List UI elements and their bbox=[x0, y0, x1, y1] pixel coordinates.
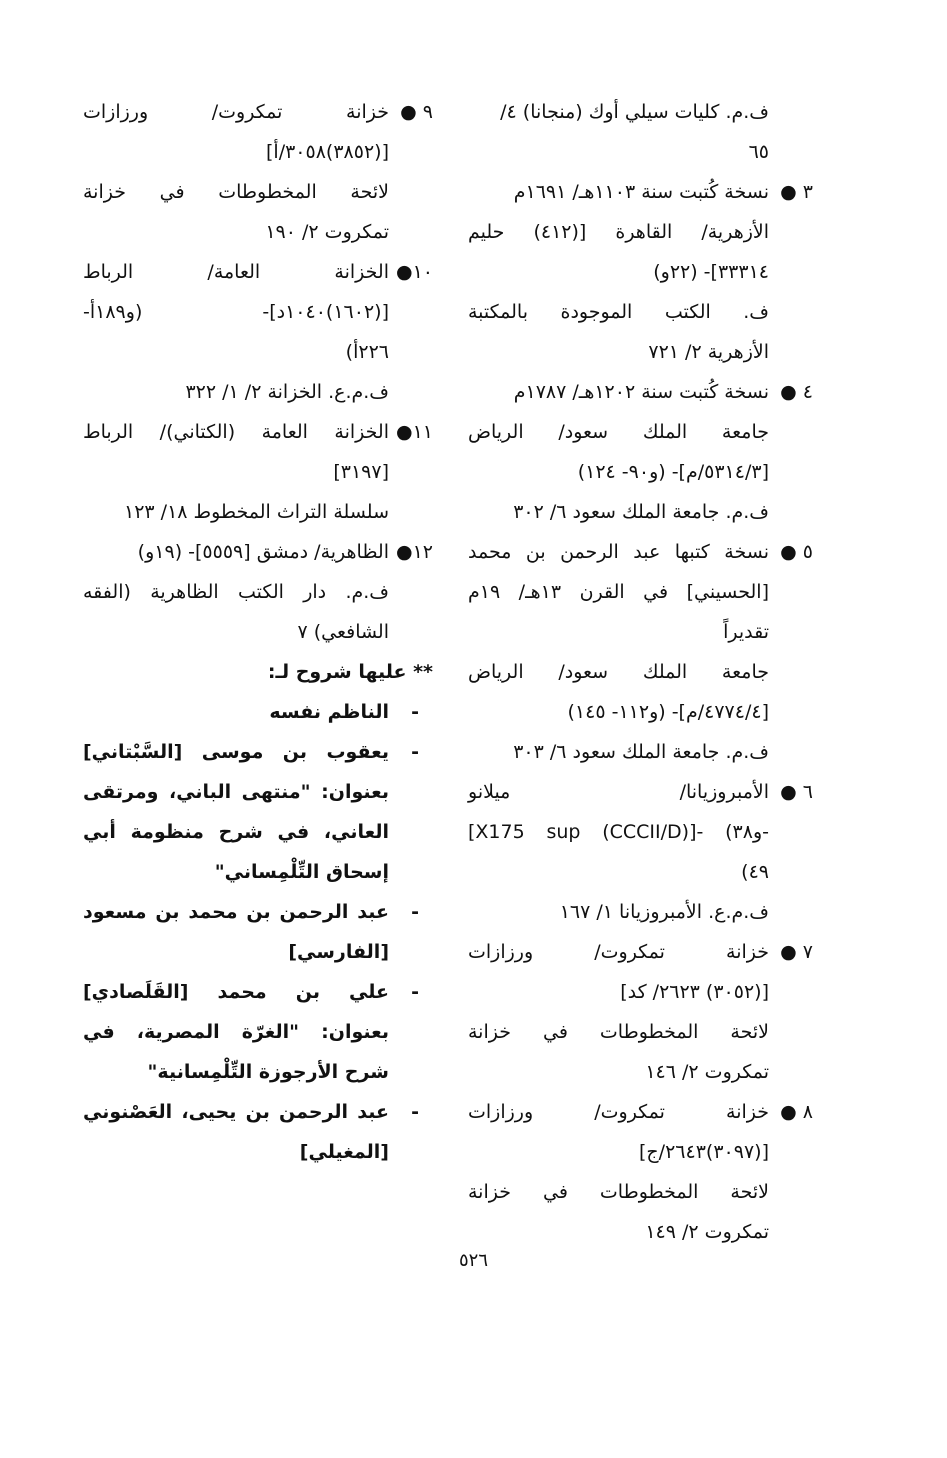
entry-number: ٣ ● bbox=[780, 181, 813, 203]
manuscript-entry bbox=[468, 932, 813, 1092]
left-column bbox=[83, 92, 433, 1172]
commentary-item bbox=[83, 972, 433, 1092]
text-line: ٦٥ bbox=[748, 141, 769, 163]
text-line: خزانة تمكروت/ ورزازات bbox=[468, 1101, 769, 1123]
text-line: الشافعي) ٧ bbox=[297, 621, 389, 643]
text-line: ف.م. جامعة الملك سعود ٦/ ٣٠٢ bbox=[513, 501, 769, 523]
text-line: بعنوان: "الغرّة المصرية، في bbox=[83, 1021, 389, 1043]
text-line: الظاهرية/ دمشق [٥٥٥٩]- (١٩و) bbox=[137, 541, 389, 563]
text-line: الأزهرية ٢/ ٧٢١ bbox=[648, 341, 769, 363]
text-line: ف.م.ع. الخزانة ٢/ ١/ ٣٢٢ bbox=[185, 381, 389, 403]
commentaries-heading: ** عليها شروح لـ: bbox=[267, 661, 433, 683]
text-line: خزانة تمكروت/ ورزازات bbox=[468, 941, 769, 963]
right-column bbox=[468, 92, 813, 1252]
text-line: ف.م. كليات سيلي أوك (منجانا) ٤/ bbox=[500, 101, 769, 123]
commentary-item bbox=[83, 692, 433, 732]
text-line: ٣٣٣١٤]- (٢٢و) bbox=[653, 261, 769, 283]
text-line: جامعة الملك سعود/ الرياض bbox=[468, 661, 769, 683]
text-line: الناظم نفسه bbox=[269, 701, 389, 723]
text-line: [(٣٠٥٢) ٢٦٢٣/ كد] bbox=[620, 981, 769, 1003]
commentaries-list bbox=[83, 692, 433, 1172]
text-line: ف.م. جامعة الملك سعود ٦/ ٣٠٣ bbox=[513, 741, 769, 763]
text-line: لائحة المخطوطات في خزانة bbox=[83, 181, 389, 203]
text-line: تمكروت ٢/ ١٤٩ bbox=[645, 1221, 769, 1243]
manuscript-entry bbox=[468, 532, 813, 772]
text-line: نسخة كُتبت سنة ١١٠٣هـ/ ١٦٩١م bbox=[513, 181, 769, 203]
text-line: ٢٢٦أ) bbox=[345, 341, 389, 363]
entry-number: ٤ ● bbox=[780, 381, 813, 403]
entry-number: ١٠● bbox=[395, 261, 433, 283]
manuscript-entry bbox=[83, 92, 433, 252]
text-line: [٤٧٧٤/٤/م]- (و١١٢- ١٤٥) bbox=[567, 701, 769, 723]
text-line: الخزانة العامة/ الرباط bbox=[83, 261, 389, 283]
manuscript-entry bbox=[468, 172, 813, 372]
manuscript-entry bbox=[468, 1092, 813, 1252]
text-line: شرح الأرجوزة التِّلْمِسانية" bbox=[147, 1061, 389, 1083]
text-line: عبد الرحمن بن محمد بن مسعود bbox=[83, 901, 389, 923]
text-line: الأمبروزيانا/ ميلانو bbox=[468, 781, 769, 803]
entry-number: ٦ ● bbox=[780, 781, 813, 803]
text-line: [(٣٨٥٢)٣٠٥٨/أ] bbox=[266, 141, 389, 163]
text-line: العاني، في شرح منظومة أبي bbox=[83, 821, 389, 843]
manuscript-entry bbox=[83, 412, 433, 532]
dash-marker: - bbox=[411, 701, 419, 723]
entry-number: ٧ ● bbox=[780, 941, 813, 963]
dash-marker: - bbox=[411, 741, 419, 763]
text-line: سلسلة التراث المخطوط ١٨/ ١٢٣ bbox=[124, 501, 389, 523]
text-line: [الفارسي] bbox=[288, 941, 389, 963]
text-line: بعنوان: "منتهى الباني، ومرتقى bbox=[83, 781, 389, 803]
text-line: [الحسيني] في القرن ١٣هـ/ ١٩م bbox=[468, 581, 769, 603]
entry-number: ١٢● bbox=[395, 541, 433, 563]
text-line: نسخة كُتبت سنة ١٢٠٢هـ/ ١٧٨٧م bbox=[513, 381, 769, 403]
entry-number: ٥ ● bbox=[780, 541, 813, 563]
text-line: إسحاق التِّلْمِساني" bbox=[214, 861, 389, 883]
commentary-item bbox=[83, 892, 433, 972]
text-line: [٣١٩٧] bbox=[333, 461, 389, 483]
text-line: [المغيلي] bbox=[299, 1141, 389, 1163]
dash-marker: - bbox=[411, 901, 419, 923]
entry-number: ١١● bbox=[395, 421, 433, 443]
text-line: يعقوب بن موسى [السَّبْتاني] bbox=[83, 741, 389, 763]
text-line: لائحة المخطوطات في خزانة bbox=[468, 1181, 769, 1203]
left-entries bbox=[83, 92, 433, 652]
manuscript-entry bbox=[468, 92, 813, 172]
text-line: تمكروت ٢/ ١٩٠ bbox=[265, 221, 389, 243]
page-number: ٥٢٦ bbox=[458, 1250, 488, 1271]
dash-marker: - bbox=[411, 1101, 419, 1123]
text-line: الأزهرية/ القاهرة [(٤١٢) حليم bbox=[468, 221, 769, 243]
commentary-item bbox=[83, 732, 433, 892]
text-line: جامعة الملك سعود/ الرياض bbox=[468, 421, 769, 443]
dash-marker: - bbox=[411, 981, 419, 1003]
text-line: الخزانة العامة (الكتاني)/ الرباط bbox=[83, 421, 389, 443]
entry-number: ٨ ● bbox=[780, 1101, 813, 1123]
text-line: [X175 sup (CCCII/D)]- (و٣٨- bbox=[468, 821, 769, 843]
text-line: نسخة كتبها عبد الرحمن بن محمد bbox=[468, 541, 769, 563]
entry-number: ٩ ● bbox=[400, 101, 433, 123]
text-line: [(١٦٠٢)١٠٤٠د]- (و١٨٩أ- bbox=[83, 301, 389, 323]
text-line: علي بن محمد [القَلَصادي] bbox=[83, 981, 389, 1003]
text-line: [٥٣١٤/٣/م]- (و٩٠- ١٢٤) bbox=[577, 461, 769, 483]
text-line: تقديراً bbox=[723, 621, 769, 643]
commentary-item bbox=[83, 1092, 433, 1172]
manuscript-entry bbox=[468, 772, 813, 932]
manuscript-entry bbox=[468, 372, 813, 532]
manuscript-entry bbox=[83, 252, 433, 412]
text-line: ف. الكتب الموجودة بالمكتبة bbox=[468, 301, 769, 323]
text-line: ٤٩) bbox=[741, 861, 769, 883]
text-line: لائحة المخطوطات في خزانة bbox=[468, 1021, 769, 1043]
text-line: [(٣٠٩٧)٢٦٤٣/ج] bbox=[639, 1141, 769, 1163]
manuscript-entry bbox=[83, 532, 433, 652]
text-line: خزانة تمكروت/ ورزازات bbox=[83, 101, 389, 123]
text-line: عبد الرحمن بن يحيى، العَصْنوني bbox=[83, 1101, 389, 1123]
text-line: ف.م.ع. الأمبروزيانا ١/ ١٦٧ bbox=[559, 901, 769, 923]
text-line: ف.م. دار الكتب الظاهرية (الفقه bbox=[83, 581, 389, 603]
text-line: تمكروت ٢/ ١٤٦ bbox=[645, 1061, 769, 1083]
